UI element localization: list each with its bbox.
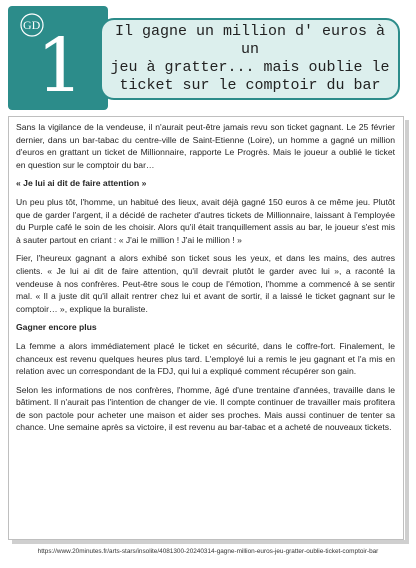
subheading-2: Gagner encore plus	[16, 322, 97, 333]
number-badge	[8, 6, 108, 110]
paragraph-5: Selon les informations de nos confrères, l'homme, âgé d'une trentaine d'années, travaille dans le bâtiment. Il n'aurait pas l'intention de changer de vie. Il compte continuer de travailler mais profitera de son pactole pour acheter une maison et aider ses proches. Mais aussi continuer de tenter sa chance. Une semaine après sa victoire, il est revenu au bar-tabac et a acheté de nouveaux tickets.	[16, 384, 395, 433]
frame-shadow-right	[405, 120, 409, 542]
subheading-1: « Je lui ai dit de faire attention »	[16, 178, 147, 189]
paragraph-2: Un peu plus tôt, l'homme, un habitué des lieux, avait déjà gagné 150 euros à ce même jeu. Plutôt que de garder l'argent, il a décidé de racheter d'autres tickets de Millionnaire, laissant à l'employée du Purple café le soin de les choisir. Alors qu'il était tranquillement assis au bar, le joueur s'est mis à sauter partout en criant : « J'ai le million ! J'ai le million ! »	[16, 196, 395, 245]
title-line-3: ticket sur le comptoir du bar	[119, 77, 381, 94]
title-box	[100, 18, 400, 100]
paragraph-3: Fier, l'heureux gagnant a alors exhibé son ticket sous les yeux, et dans les mains, des autres clients. « Je lui ai dit de faire attention, qu'il devrait plutôt le garder avec lui », a raconté la vendeuse à nos confrères. Peut-être sous le coup de l'émotion, l'homme a commencé à se sentir mal. « Il a juste dit qu'il allait rentrer chez lui et avant de sortir, il a laissé le ticket gagnant sur le comptoir… », explique la buraliste.	[16, 253, 395, 314]
logo-text: GD	[23, 18, 41, 32]
article-header	[8, 6, 406, 110]
frame-shadow-bottom	[12, 540, 409, 544]
paragraph-1: Sans la vigilance de la vendeuse, il n'aurait peut-être jamais revu son ticket gagnant. Le 25 février dernier, dans un bar-tabac du centre-ville de Saint-Etienne (Loire), un homme a gagné un million d'euros en grattant un ticket de Millionnaire, rapporte Le Progrès. Mais le joueur a oublié le ticket en question sur le comptoir du bar…	[16, 122, 395, 170]
source-url: https://www.20minutes.fr/arts-stars/insolite/4081300-20240314-gagne-million-euros-jeu-gratter-oublie-ticket-comptoir-bar	[37, 548, 379, 555]
article-number: 1	[36, 23, 84, 109]
title-line-2: jeu à gratter... mais oublie le	[110, 59, 390, 76]
title-line-1: Il gagne un million d' euros à un	[114, 23, 386, 58]
article-title	[102, 23, 398, 95]
article-body	[8, 116, 404, 540]
paragraph-4: La femme a alors immédiatement placé le ticket en sécurité, dans le coffre-fort. Finalement, le chanceux est revenu quelques heures plus tard. L'employé lui a remis le jeu gagnant et l'a mis en relation avec un correspondant de la FDJ, qui lui a expliqué comment récupérer son gain.	[16, 340, 395, 377]
